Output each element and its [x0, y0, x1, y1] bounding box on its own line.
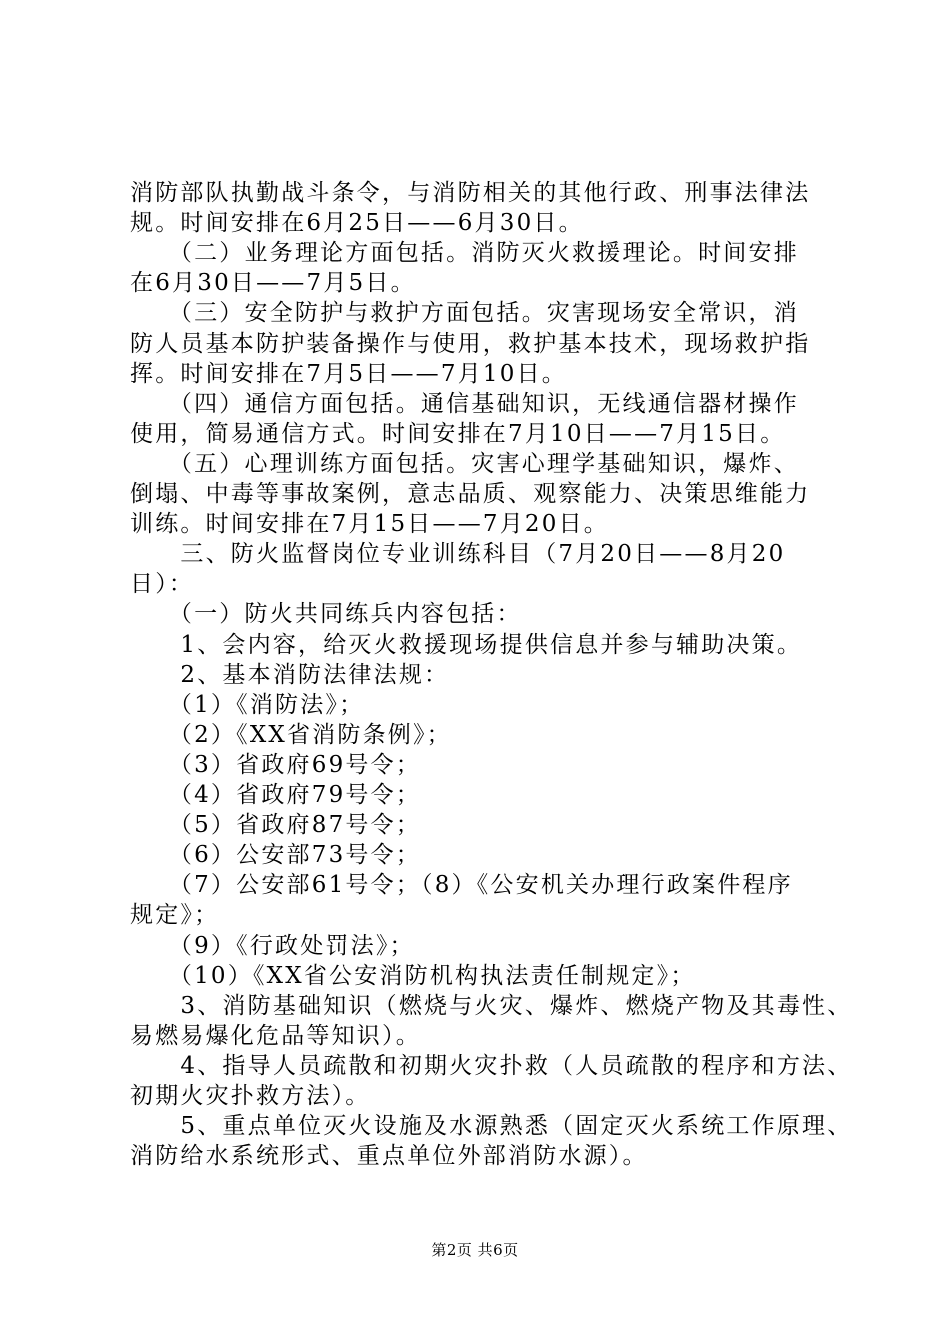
text-line: （五）心理训练方面包括。灾害心理学基础知识，爆炸、 — [130, 450, 799, 477]
text-line: 防人员基本防护装备操作与使用，救护基本技术，现场救护指 — [130, 330, 811, 357]
text-line: （二）业务理论方面包括。消防灭火救援理论。时间安排 — [130, 240, 799, 267]
text-line: （4）省政府79号令； — [130, 782, 421, 808]
text-line: 初期火灾扑救方法）。 — [130, 1083, 371, 1109]
page-footer: 第2页 共6页 — [431, 1241, 519, 1259]
text-line: 规定》； — [130, 902, 220, 929]
text-line: 消防部队执勤战斗条令，与消防相关的其他行政、刑事法律法 — [130, 180, 811, 206]
text-line: （一）防火共同练兵内容包括： — [130, 601, 522, 628]
text-line: （5）省政府87号令； — [130, 812, 421, 839]
text-line: 使用，简易通信方式。时间安排在7月10日——7月15日。 — [130, 420, 786, 447]
text-line: 3、消防基础知识（燃烧与火灾、爆炸、燃烧产物及其毒性、 — [130, 992, 853, 1019]
text-line: （三）安全防护与救护方面包括。灾害现场安全常识，消 — [130, 300, 799, 327]
text-line: 规。时间安排在6月25日——6月30日。 — [130, 210, 584, 237]
text-line: 在6月30日——7月5日。 — [130, 270, 416, 297]
text-line: （四）通信方面包括。通信基础知识，无线通信器材操作 — [130, 390, 799, 417]
text-line: （9）《行政处罚法》； — [130, 932, 415, 959]
text-line: 倒塌、中毒等事故案例，意志品质、观察能力、决策思维能力 — [130, 481, 811, 507]
text-line: （10）《XX省公安消防机构执法责任制规定》； — [130, 962, 696, 989]
text-line: 2、基本消防法律法规： — [130, 661, 450, 688]
text-line: 1、会内容，给灭火救援现场提供信息并参与辅助决策。 — [130, 631, 803, 658]
text-line: （7）公安部61号令；（8）《公安机关办理行政案件程序 — [130, 872, 793, 899]
text-line: 日）： — [130, 571, 195, 598]
text-line: （3）省政府69号令； — [130, 751, 421, 778]
text-line: 5、重点单位灭火设施及水源熟悉（固定灭火系统工作原理、 — [130, 1113, 853, 1140]
text-line: 挥。时间安排在7月5日——7月10日。 — [130, 360, 567, 387]
text-line: （1）《消防法》； — [130, 691, 365, 718]
text-line: （6）公安部73号令； — [130, 842, 421, 869]
text-line: 训练。时间安排在7月15日——7月20日。 — [130, 511, 609, 538]
text-line: （2）《XX省消防条例》； — [130, 721, 452, 748]
text-line: 消防给水系统形式、重点单位外部消防水源）。 — [130, 1143, 648, 1170]
text-line: 易燃易爆化危品等知识）。 — [130, 1022, 421, 1049]
text-line: 4、指导人员疏散和初期火灾扑救（人员疏散的程序和方法、 — [130, 1052, 853, 1079]
text-line: 三、防火监督岗位专业训练科目（7月20日——8月20 — [130, 541, 786, 568]
